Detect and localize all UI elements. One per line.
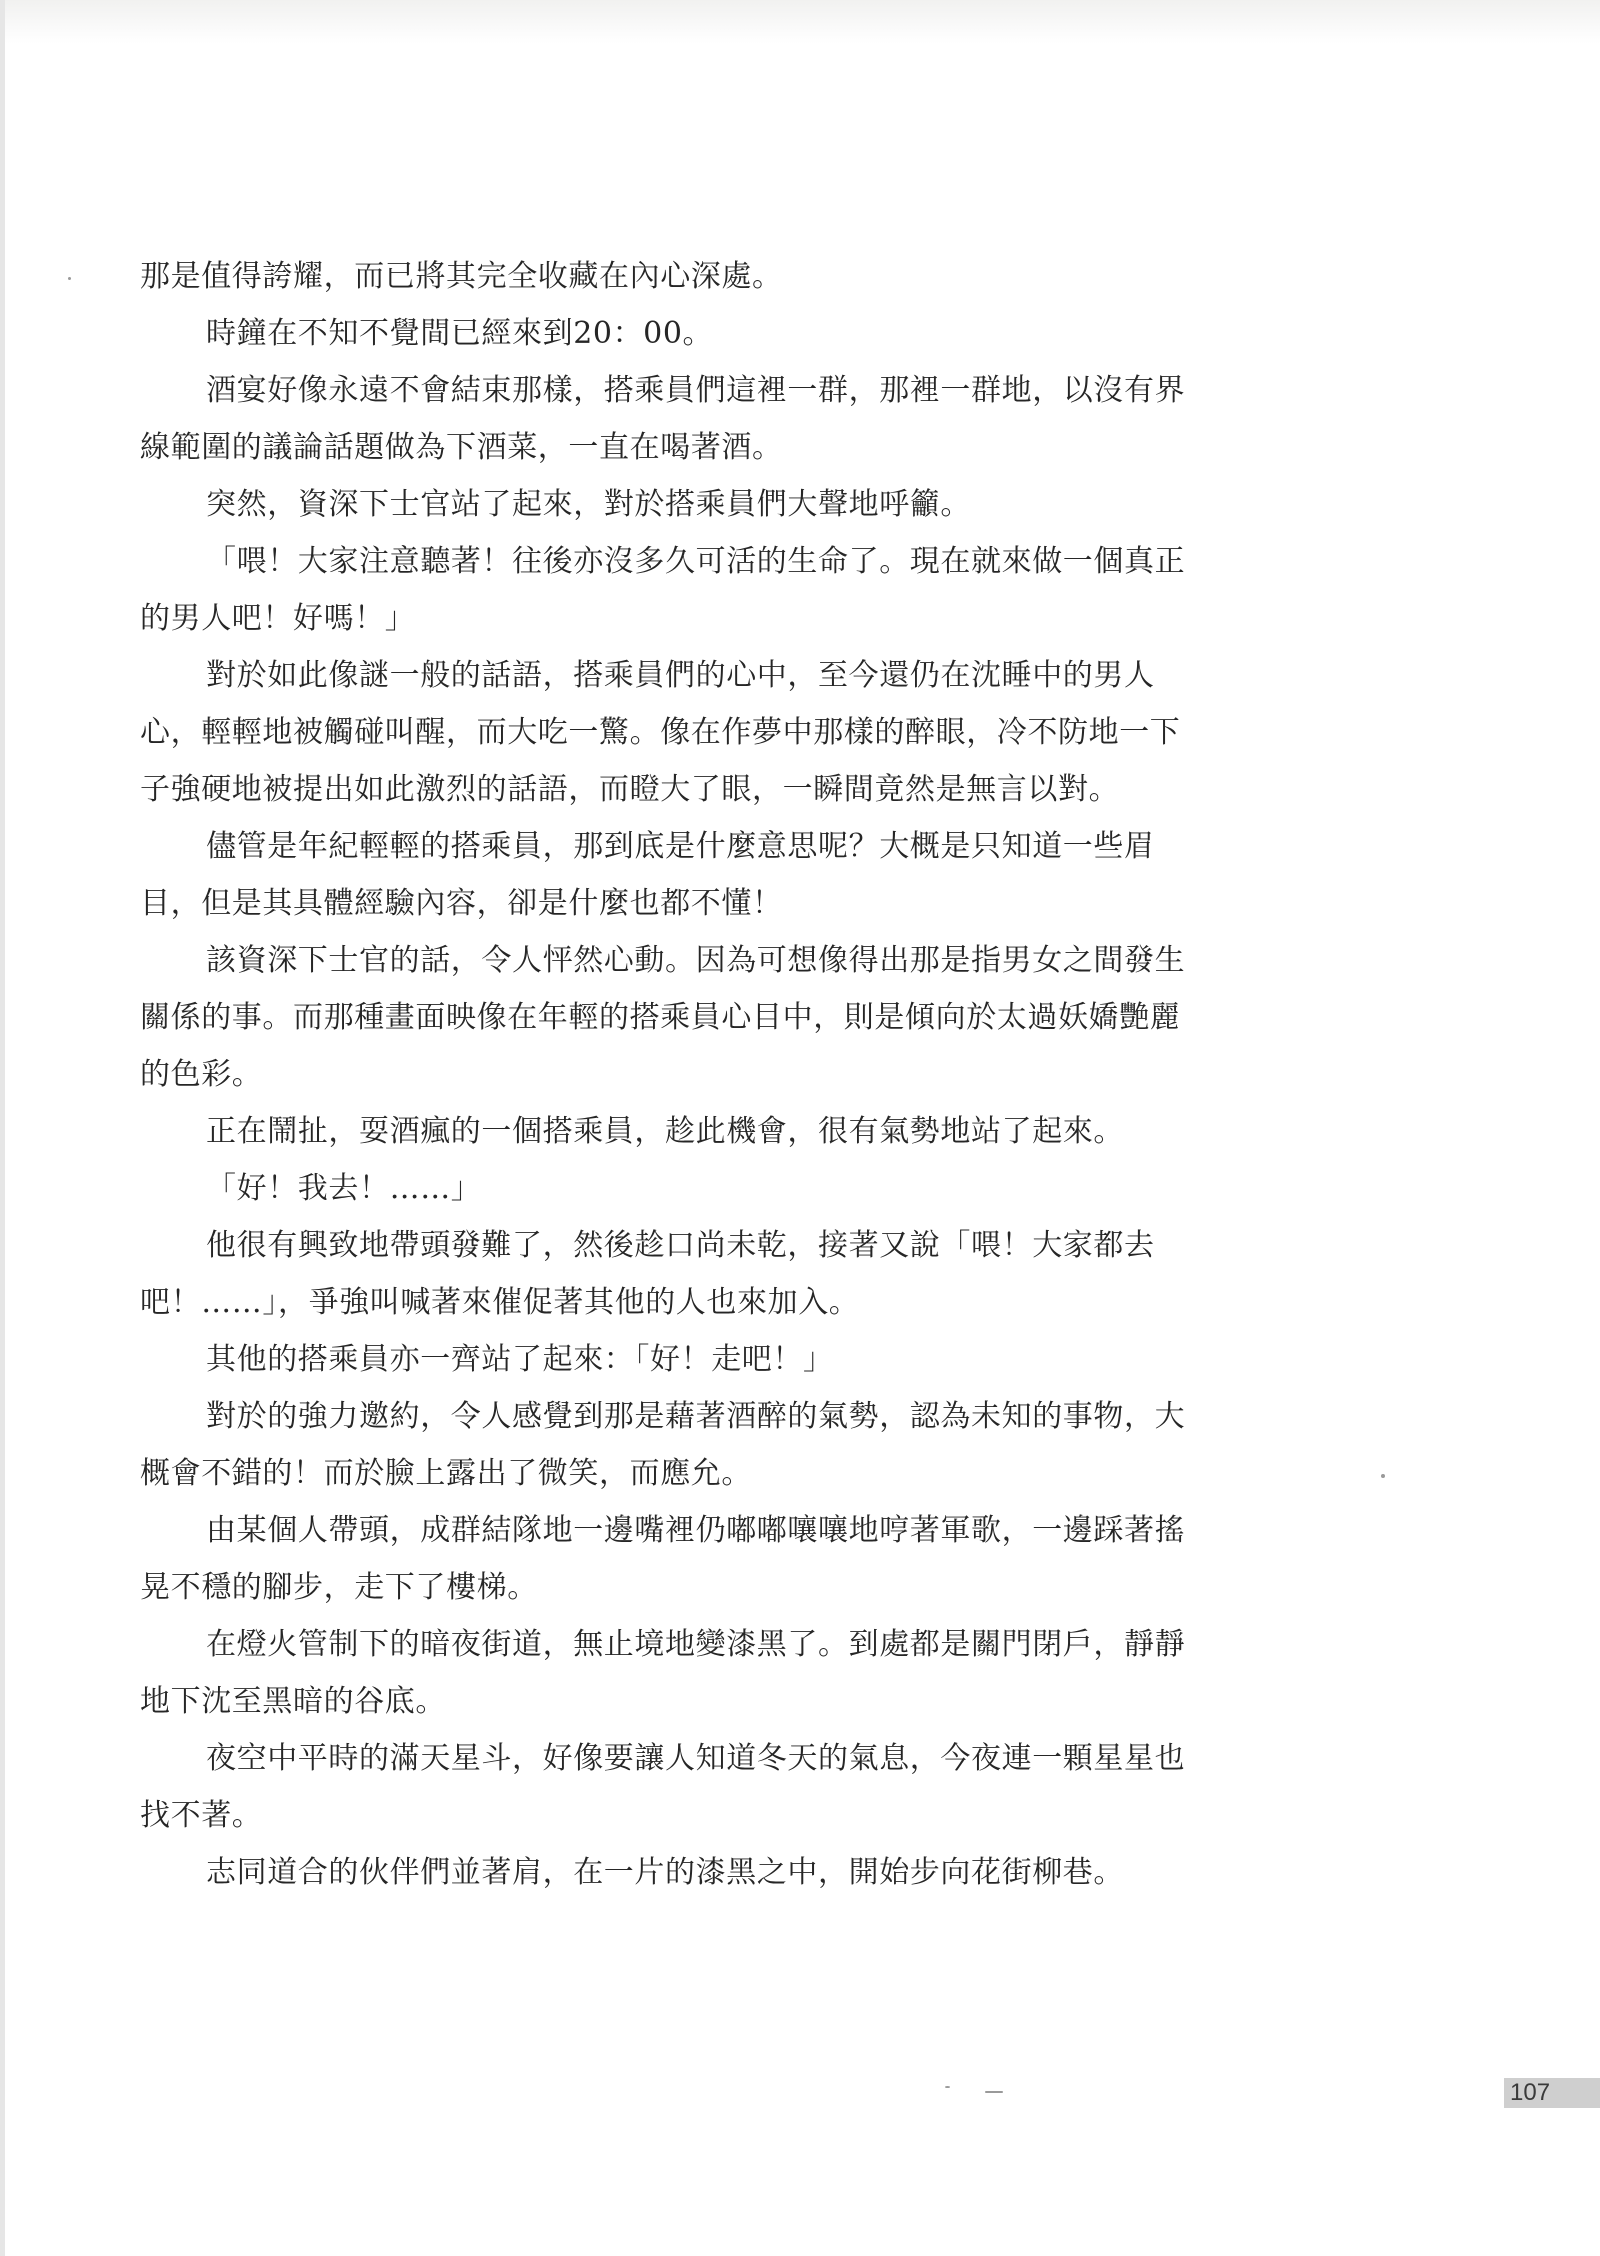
text-line: 在燈火管制下的暗夜街道，無止境地變漆黑了。到處都是關門閉戶，靜靜 xyxy=(206,1627,1186,1662)
text-line: 那是值得誇耀，而已將其完全收藏在內心深處。 xyxy=(140,259,783,294)
text-line: 該資深下士官的話，令人怦然心動。因為可想像得出那是指男女之間發生 xyxy=(206,943,1186,978)
page-number: 107 xyxy=(1504,2078,1600,2108)
text-line: 目，但是其具體經驗內容，卻是什麼也都不懂！ xyxy=(140,886,783,921)
text-line: 正在鬧扯，耍酒瘋的一個搭乘員，趁此機會，很有氣勢地站了起來。 xyxy=(206,1114,1124,1149)
text-line: 關係的事。而那種畫面映像在年輕的搭乘員心目中，則是傾向於太過妖嬌艷麗 xyxy=(140,1000,1181,1035)
text-line: 子強硬地被提出如此激烈的話語，而瞪大了眼，一瞬間竟然是無言以對。 xyxy=(140,772,1120,807)
scan-speck xyxy=(985,2091,1003,2093)
text-line: 線範圍的議論話題做為下酒菜，一直在喝著酒。 xyxy=(140,430,783,465)
text-line: 「喂！大家注意聽著！往後亦沒多久可活的生命了。現在就來做一個真正 xyxy=(206,544,1186,579)
scan-speck xyxy=(68,277,71,280)
scan-speck xyxy=(945,2086,950,2088)
text-line: 找不著。 xyxy=(140,1798,263,1833)
text-line: 他很有興致地帶頭發難了，然後趁口尚未乾，接著又說「喂！大家都去 xyxy=(206,1228,1155,1263)
text-line: 「好！我去！……」 xyxy=(206,1171,482,1206)
text-line: 由某個人帶頭，成群結隊地一邊嘴裡仍嘟嘟嚷嚷地哼著軍歌，一邊踩著搖 xyxy=(206,1513,1186,1548)
text-line: 志同道合的伙伴們並著肩，在一片的漆黑之中，開始步向花街柳巷。 xyxy=(206,1855,1124,1890)
text-line: 夜空中平時的滿天星斗，好像要讓人知道冬天的氣息，今夜連一顆星星也 xyxy=(206,1741,1186,1776)
text-line: 時鐘在不知不覺間已經來到20：00。 xyxy=(206,316,714,351)
text-line: 心，輕輕地被觸碰叫醒，而大吃一驚。像在作夢中那樣的醉眼，冷不防地一下 xyxy=(140,715,1181,750)
text-line: 地下沈至黑暗的谷底。 xyxy=(140,1684,446,1719)
scan-top-edge xyxy=(0,0,1600,44)
text-line: 其他的搭乘員亦一齊站了起來：「好！走吧！」 xyxy=(206,1342,834,1377)
text-line: 概會不錯的！而於臉上露出了微笑，而應允。 xyxy=(140,1456,752,1491)
body-text xyxy=(140,248,1390,1901)
text-line: 晃不穩的腳步，走下了樓梯。 xyxy=(140,1570,538,1605)
text-line: 突然，資深下士官站了起來，對於搭乘員們大聲地呼籲。 xyxy=(206,487,971,522)
text-line: 酒宴好像永遠不會結束那樣，搭乘員們這裡一群，那裡一群地，以沒有界 xyxy=(206,373,1186,408)
text-line: 對於如此像謎一般的話語，搭乘員們的心中，至今還仍在沈睡中的男人 xyxy=(206,658,1155,693)
text-line: 對於的強力邀約，令人感覺到那是藉著酒醉的氣勢，認為未知的事物，大 xyxy=(206,1399,1186,1434)
text-line: 吧！……」，爭強叫喊著來催促著其他的人也來加入。 xyxy=(140,1285,860,1320)
scan-left-edge xyxy=(0,0,5,2256)
text-line: 的男人吧！好嗎！」 xyxy=(140,601,416,636)
text-line: 儘管是年紀輕輕的搭乘員，那到底是什麼意思呢？大概是只知道一些眉 xyxy=(206,829,1155,864)
text-line: 的色彩。 xyxy=(140,1057,263,1092)
